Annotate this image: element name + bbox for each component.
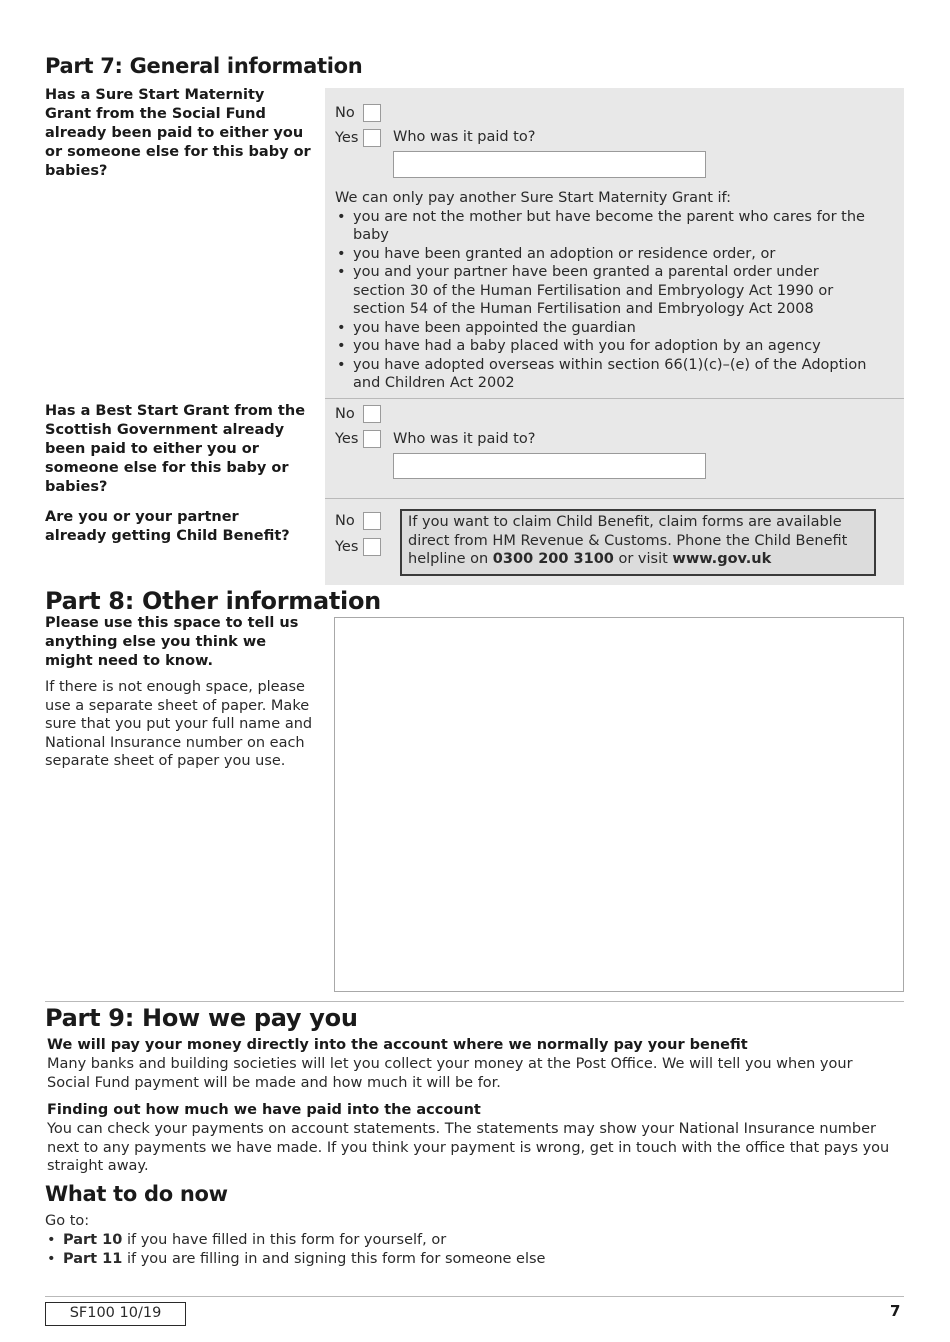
part9-sub1-text: Many banks and building societies will let you collect your money at the Post Office. We will tell you when your Social Fund payment will be made and how much it will be for.: [47, 1056, 853, 1091]
part11-ref: Part 11: [63, 1250, 123, 1267]
q2-who-input[interactable]: [393, 453, 706, 479]
q3-yes-label: Yes: [335, 539, 359, 555]
q1-condition: • you have been granted an adoption or residence order, or: [335, 245, 875, 264]
what-next-intro: Go to:: [45, 1213, 90, 1229]
q2-answer-panel: [325, 399, 904, 498]
q1-yes-checkbox[interactable]: [363, 129, 381, 147]
what-next-item: [45, 1250, 745, 1269]
q2-yes-option: [335, 430, 381, 448]
q2-no-checkbox[interactable]: [363, 405, 381, 423]
q1-no-option: [335, 104, 381, 122]
q1-note: [335, 189, 875, 393]
q3-no-option: [335, 512, 381, 530]
q2-yes-checkbox[interactable]: [363, 430, 381, 448]
q1-question: Has a Sure Start Maternity Grant from the Social Fund already been paid to either you or someone else for this baby or babies?: [45, 87, 311, 179]
q2-no-option: [335, 405, 381, 423]
what-next-item-text: if you are filling in and signing this form for someone else: [122, 1250, 546, 1267]
q1-condition: • you and your partner have been granted a parental order under section 30 of the Human Fertilisation and Embryology Act 1990 or section 54 of the Human Fertilisation and Embryology Act 2008: [335, 263, 875, 319]
q1-conditions-list: [335, 208, 875, 393]
q1-who-input[interactable]: [393, 151, 706, 178]
q1-no-label: No: [335, 105, 355, 121]
q3-question: Are you or your partner already getting Child Benefit?: [45, 509, 290, 544]
q2-who-label: Who was it paid to?: [393, 431, 536, 447]
q2-no-label: No: [335, 406, 355, 422]
q1-who-label: Who was it paid to?: [393, 129, 536, 145]
govuk-link[interactable]: www.gov.uk: [672, 551, 772, 567]
footer-divider: [45, 1296, 904, 1297]
what-next-item: [45, 1231, 745, 1250]
q1-condition: • you have been appointed the guardian: [335, 319, 875, 338]
child-benefit-info-box: [400, 509, 876, 576]
q3-yes-option: [335, 538, 381, 556]
q1-condition: • you are not the mother but have become the parent who cares for the baby: [335, 208, 875, 245]
q1-no-checkbox[interactable]: [363, 104, 381, 122]
helpline-number: 0300 200 3100: [492, 551, 614, 567]
q2-question: Has a Best Start Grant from the Scottish Government already been paid to either you or someone else for this baby or babies?: [45, 403, 306, 495]
part7-title: Part 7: General information: [45, 54, 363, 78]
other-information-textarea[interactable]: [334, 617, 904, 992]
what-next-item-text: if you have filled in this form for yourself, or: [122, 1232, 447, 1248]
q1-note-intro: We can only pay another Sure Start Maternity Grant if:: [335, 190, 732, 206]
part8-title: Part 8: Other information: [45, 587, 381, 615]
q3-no-label: No: [335, 513, 355, 529]
q1-yes-label: Yes: [335, 130, 359, 146]
q1-yes-option: [335, 129, 381, 147]
q1-condition: • you have adopted overseas within section 66(1)(c)–(e) of the Adoption and Children Act 2002: [335, 356, 875, 393]
what-next-list: [45, 1231, 745, 1268]
part8-prompt: Please use this space to tell us anything else you think we might need to know.: [45, 615, 299, 669]
part9-sub1-heading: We will pay your money directly into the account where we normally pay your benefit: [47, 1037, 748, 1053]
part10-ref: Part 10: [63, 1232, 123, 1248]
part9-divider: [45, 1001, 904, 1002]
q3-yes-checkbox[interactable]: [363, 538, 381, 556]
part9-title: Part 9: How we pay you: [45, 1004, 358, 1032]
q3-no-checkbox[interactable]: [363, 512, 381, 530]
info-text-2: or visit: [613, 551, 673, 567]
what-next-title: What to do now: [45, 1182, 228, 1206]
q1-condition: • you have had a baby placed with you for adoption by an agency: [335, 337, 875, 356]
form-code: SF100 10/19: [45, 1302, 186, 1326]
part9-sub2-text: You can check your payments on account statements. The statements may show your National Insurance number next to any payments we have made. If you think your payment is wrong, get in touch with the office that pays you straight away.: [47, 1121, 890, 1174]
part9-sub2-heading: Finding out how much we have paid into the account: [47, 1102, 481, 1118]
q2-yes-label: Yes: [335, 431, 359, 447]
part8-help: If there is not enough space, please use a separate sheet of paper. Make sure that you put your full name and National Insurance number on each separate sheet of paper you use.: [45, 679, 313, 769]
info-text-1: If you want to claim Child Benefit, claim forms are available direct from HM Revenue & Customs. Phone the Child Benefit helpline on: [408, 514, 848, 567]
page-number: 7: [890, 1302, 901, 1320]
